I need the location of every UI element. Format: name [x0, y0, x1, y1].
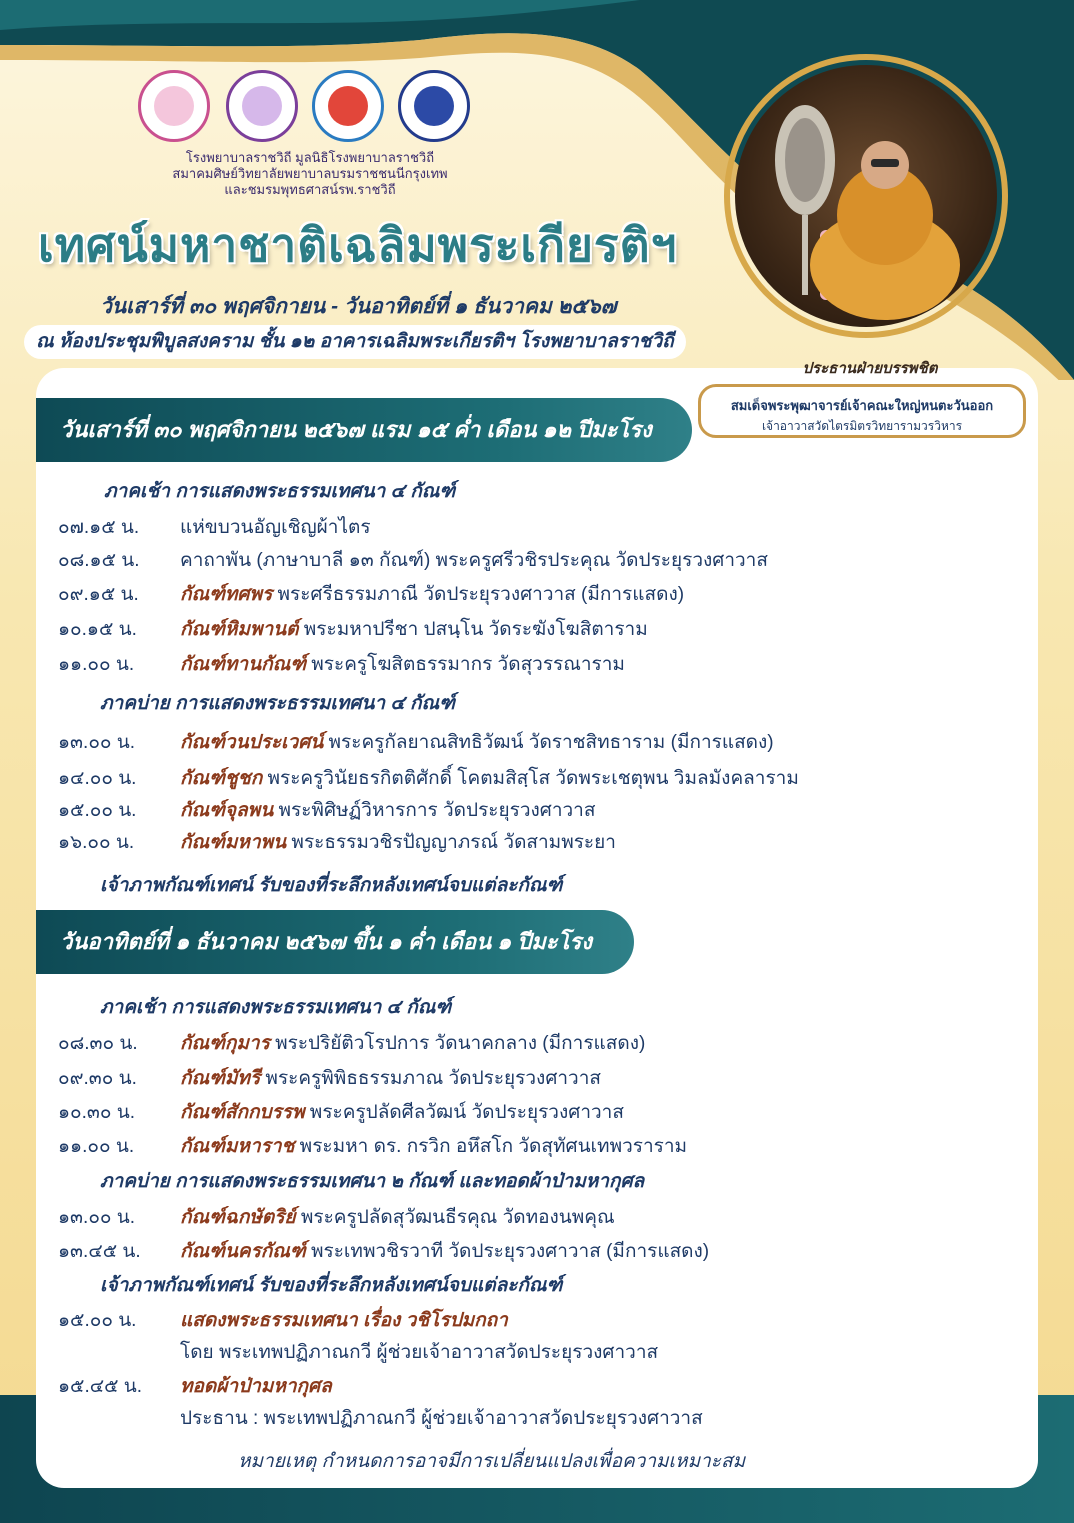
row-time: ๐๙.๑๕ น. — [58, 584, 139, 605]
row-time: ๑๓.๐๐ น. — [58, 732, 136, 753]
row-kan: แสดงพระธรรมเทศนา เรื่อง วชิโรปมกถา — [180, 1310, 508, 1331]
day1-host-note: เจ้าภาพกัณฑ์เทศน์ รับของที่ระลึกหลังเทศน์จบแต่ละกัณฑ์ — [100, 875, 563, 896]
row-desc: พระครูกัลยาณสิทธิวัฒน์ วัดราชสิทธาราม (มีการแสดง) — [323, 732, 774, 753]
chair-name-box — [698, 384, 1026, 438]
row-kan: กัณฑ์กุมาร — [180, 1033, 270, 1054]
row-kan: กัณฑ์จุลพน — [180, 800, 274, 821]
event-date-range: วันเสาร์ที่ ๓๐ พฤศจิกายน - วันอาทิตย์ที่ ๑ ธันวาคม ๒๕๖๗ — [100, 295, 617, 318]
row-sub: โดย พระเทพปฏิภาณกวี ผู้ช่วยเจ้าอาวาสวัดประยุรวงศาวาส — [180, 1342, 659, 1363]
logo-row — [138, 70, 468, 140]
row-time: ๑๐.๓๐ น. — [58, 1102, 136, 1123]
row-time: ๑๑.๐๐ น. — [58, 1136, 135, 1157]
row-desc: พระศรีธรรมภาณี วัดประยุรวงศาวาส (มีการแสดง) — [272, 584, 685, 605]
row-desc: พระครูปลัดศีลวัฒน์ วัดประยุรวงศาวาส — [304, 1102, 624, 1123]
row-kan: กัณฑ์นครกัณฑ์ — [180, 1241, 306, 1262]
row-kan: กัณฑ์สักกบรรพ — [180, 1102, 305, 1123]
row-time: ๐๙.๓๐ น. — [58, 1068, 137, 1089]
row-kan: กัณฑ์หิมพานต์ — [180, 619, 299, 640]
row-time: ๐๘.๑๕ น. — [58, 550, 140, 571]
buddhist-club-logo-icon — [398, 70, 470, 142]
day1-banner: วันเสาร์ที่ ๓๐ พฤศจิกายน ๒๕๖๗ แรม ๑๕ ค่ำ เดือน ๑๒ ปีมะโรง — [36, 398, 692, 462]
row-kan: กัณฑ์ชูชก — [180, 768, 263, 789]
row-time: ๑๐.๑๕ น. — [58, 619, 137, 640]
row-time: ๑๖.๐๐ น. — [58, 832, 135, 853]
row-kan: กัณฑ์ฉกษัตริย์ — [180, 1207, 296, 1228]
chair-position: เจ้าอาวาสวัดไตรมิตรวิทยารามวรวิหาร — [761, 419, 963, 433]
row-time: ๑๔.๐๐ น. — [58, 768, 137, 789]
organizer-line-1: โรงพยาบาลราชวิถี มูลนิธิโรงพยาบาลราชวิถี — [185, 150, 435, 165]
row-desc: พระมหาปรีชา ปสนฺโน วัดระฆังโฆสิตาราม — [298, 619, 648, 640]
row-desc: พระธรรมวชิรปัญญาภรณ์ วัดสามพระยา — [286, 832, 616, 853]
day2-banner: วันอาทิตย์ที่ ๑ ธันวาคม ๒๕๖๗ ขึ้น ๑ ค่ำ เดือน ๑ ปีมะโรง — [36, 910, 634, 974]
row-desc: พระปริยัติวโรปการ วัดนาคกลาง (มีการแสดง) — [269, 1033, 646, 1054]
event-venue: ณ ห้องประชุมพิบูลสงคราม ชั้น ๑๒ อาคารเฉลิมพระเกียรติฯ โรงพยาบาลราชวิถี — [24, 325, 686, 359]
page-title: เทศน์มหาชาติเฉลิมพระเกียรติฯ — [38, 220, 678, 271]
row-desc: พระมหา ดร. กรวิก อหึสโก วัดสุทัศนเทพวราราม — [294, 1136, 688, 1157]
row-time: ๑๑.๐๐ น. — [58, 654, 135, 675]
day2-host-note: เจ้าภาพกัณฑ์เทศน์ รับของที่ระลึกหลังเทศน์จบแต่ละกัณฑ์ — [100, 1275, 563, 1296]
day1-morning-heading: ภาคเช้า การแสดงพระธรรมเทศนา ๔ กัณฑ์ — [104, 481, 456, 502]
row-time: ๐๗.๑๕ น. — [58, 517, 140, 538]
row-kan: กัณฑ์ทศพร — [180, 584, 273, 605]
row-desc: พระครูโฆสิตธรรมากร วัดสุวรรณาราม — [306, 654, 625, 675]
day1-afternoon-heading: ภาคบ่าย การแสดงพระธรรมเทศนา ๔ กัณฑ์ — [100, 693, 455, 714]
row-kan: กัณฑ์มหาพน — [180, 832, 287, 853]
row-desc: แห่ขบวนอัญเชิญผ้าไตร — [180, 517, 371, 538]
row-desc: คาถาพัน (ภาษาบาลี ๑๓ กัณฑ์) พระครูศรีวชิรประคุณ วัดประยุรวงศาวาส — [180, 550, 768, 571]
foundation-logo-icon — [226, 70, 298, 142]
row-time: ๑๕.๔๕ น. — [58, 1376, 143, 1397]
row-kan: กัณฑ์ทานกัณฑ์ — [180, 654, 306, 675]
organizer-line-2: สมาคมศิษย์วิทยาลัยพยาบาลบรมราชชนนีกรุงเทพ — [172, 166, 448, 181]
row-desc: พระครูวินัยธรกิตติศักดิ์ โคตมสิสฺโส วัดพระเชตุพน วิมลมังคลาราม — [262, 768, 799, 789]
chair-name: สมเด็จพระพุฒาจารย์เจ้าคณะใหญ่หนตะวันออก — [730, 398, 994, 413]
organizer-line-3: และชมรมพุทธศาสน์รพ.ราชวิถี — [224, 182, 396, 197]
chair-role: ประธานฝ่ายบรรพชิต — [802, 360, 938, 377]
remark-note: หมายเหตุ กำหนดการอาจมีการเปลี่ยนแปลงเพื่อความเหมาะสม — [238, 1451, 746, 1472]
row-desc: พระพิศิษฏ์วิหารการ วัดประยุรวงศาวาส — [273, 800, 596, 821]
row-desc: พระเทพวชิรวาที วัดประยุรวงศาวาส (มีการแสดง) — [305, 1241, 710, 1262]
row-time: ๑๓.๔๕ น. — [58, 1241, 141, 1262]
day2-afternoon-heading: ภาคบ่าย การแสดงพระธรรมเทศนา ๒ กัณฑ์ และทอดผ้าป่ามหากุศล — [100, 1171, 645, 1192]
row-kan: ทอดผ้าป่ามหากุศล — [180, 1376, 332, 1397]
row-time: ๐๘.๓๐ น. — [58, 1033, 138, 1054]
monk-portrait-image — [735, 65, 997, 327]
row-time: ๑๕.๐๐ น. — [58, 1310, 137, 1331]
row-kan: กัณฑ์มหาราช — [180, 1136, 295, 1157]
row-desc: พระครูปลัดสุวัฒนธีรคุณ วัดทองนพคุณ — [295, 1207, 615, 1228]
day2-morning-heading: ภาคเช้า การแสดงพระธรรมเทศนา ๔ กัณฑ์ — [100, 997, 452, 1018]
row-time: ๑๓.๐๐ น. — [58, 1207, 136, 1228]
row-kan: กัณฑ์มัทรี — [180, 1068, 261, 1089]
alumni-logo-icon — [312, 70, 384, 142]
row-sub: ประธาน : พระเทพปฏิภาณกวี ผู้ช่วยเจ้าอาวาสวัดประยุรวงศาวาส — [180, 1408, 703, 1429]
row-kan: กัณฑ์วนประเวศน์ — [180, 732, 324, 753]
row-time: ๑๕.๐๐ น. — [58, 800, 137, 821]
hospital-logo-icon — [138, 70, 210, 142]
row-desc: พระครูพิพิธธรรมภาณ วัดประยุรวงศาวาส — [260, 1068, 601, 1089]
